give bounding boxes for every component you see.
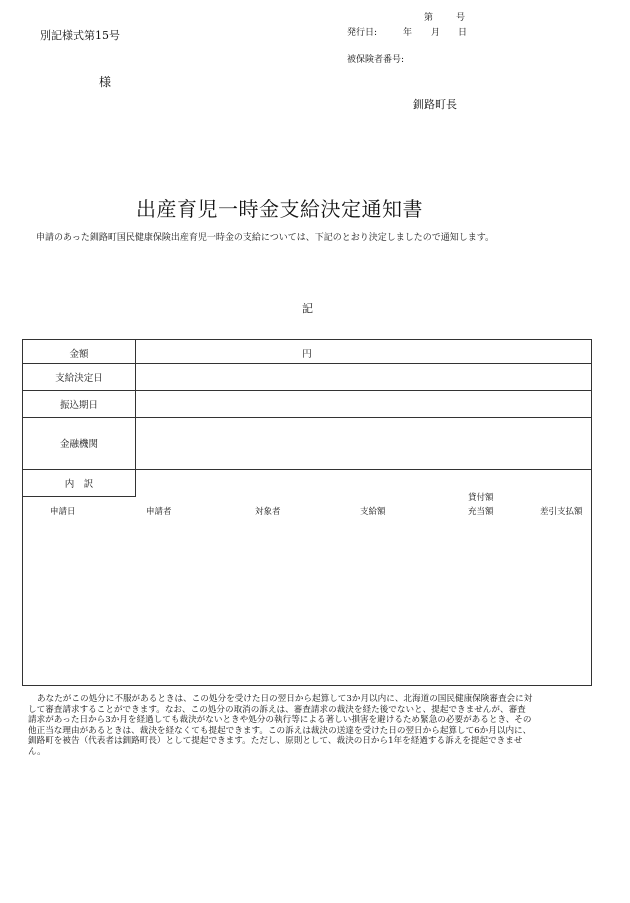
column-allocated-amount: 充当額 [468,507,494,517]
table-rule [23,469,591,470]
recipient-honorific: 様 [99,75,112,89]
appeal-notice-text: あなたがこの処分に不服があるときは、この処分を受けた日の翌日から起算して3か月以内に、北海道の国民健康保険審査会に対して審査請求することができます。なお、この処分の取消の訴えは、審査請求の裁決を経た後でないと、提起できませんが、審査請求があった日から3か月を経過しても裁決がないときや処分の執行等による著しい損害を避けるため緊急の必要があるとき、その他正当な理由があるときは、裁決を経なくても提起できます。この訴えは裁決の送達を受けた日の翌日から起算して6か月以内に、釧路町を被告（代表者は釧路町長）として提起できます。ただし、原則として、裁決の日から1年を経過する訴えを提起できません。 [28,694,533,757]
issuer-name: 釧路町長 [413,98,457,111]
column-subject: 対象者 [255,507,281,517]
financial-institution-label: 金融機関 [59,439,98,450]
ki-heading: 記 [302,302,313,315]
issue-date-label: 発行日: [347,28,378,38]
document-number-label: 第 [424,13,434,23]
table-rule [23,363,591,364]
column-application-date: 申請日 [50,507,76,517]
column-payment-amount: 支給額 [360,507,386,517]
transfer-date-label: 振込期日 [59,400,98,411]
issue-date-day-unit: 日 [458,28,468,38]
table-rule [23,496,136,497]
decision-date-label: 支給決定日 [55,373,103,384]
amount-yen-unit: 円 [302,349,312,360]
insured-number-label: 被保険者番号: [347,55,405,65]
issue-date-month-unit: 月 [431,28,441,38]
document-title: 出産育児一時金支給決定通知書 [136,197,423,221]
column-net-payment: 差引支払額 [540,507,583,517]
form-number: 別記様式第15号 [40,29,120,42]
payment-details-table [22,339,592,686]
document-number-unit: 号 [456,13,466,23]
table-rule [23,390,591,391]
amount-label: 金額 [69,349,89,360]
intro-text: 申請のあった釧路町国民健康保険出産育児一時金の支給については、下記のとおり決定しましたので通知します。 [36,233,495,243]
table-rule [23,417,591,418]
table-rule [135,340,136,497]
column-applicant: 申請者 [146,507,172,517]
column-loan-amount: 貸付額 [468,493,494,503]
issue-date-year-unit: 年 [403,28,413,38]
breakdown-label: 内 訳 [64,479,94,490]
appeal-notice [28,694,533,758]
